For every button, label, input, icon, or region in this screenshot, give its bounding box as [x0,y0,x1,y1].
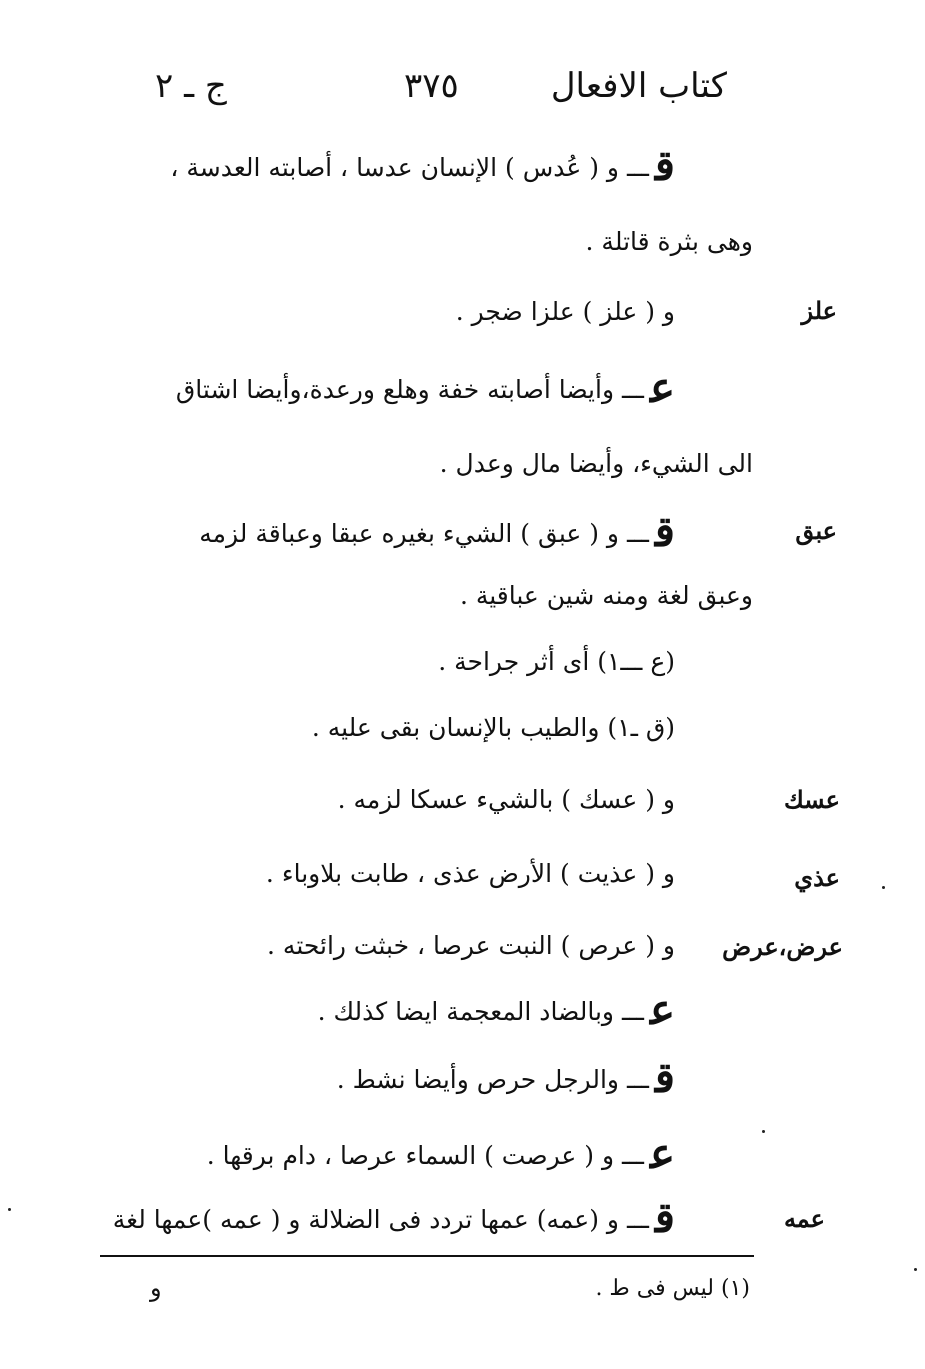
line-text: ـــ والرجل حرص وأيضا نشط . [336,1065,649,1094]
text-line [206,1129,675,1178]
margin-entry-amah: عمه [783,1204,825,1233]
text-line [199,507,675,556]
line-text: وهى بثرة قاتلة . [585,227,753,256]
text-line [460,576,753,616]
part-number: ج ـ ٢ [155,66,227,106]
sigla: ع [649,985,675,1034]
sigla: ق [654,141,675,190]
line-text: ـــ وأيضا أصابته خفة وهلع ورعدة،وأيضا اشتاق [175,375,644,404]
line-text: (ق ـ١) والطيب بالإنسان بقى عليه . [311,713,675,742]
text-line [267,926,675,966]
sigla: ع [649,1129,675,1178]
margin-entry-adhi: عذي [794,863,840,892]
scan-speck [914,1268,917,1271]
line-text: و ( عرص ) النبت عرصا ، خبثت رائحته . [267,931,675,960]
margin-entry-alz: علز [801,296,837,325]
line-text: و ( عذيت ) الأرض عذى ، طابت بلاوباء . [265,859,675,888]
text-line [438,642,675,682]
line-text: الى الشيء، وأيضا مال وعدل . [439,449,753,478]
scan-speck [762,1130,765,1133]
text-line [586,222,753,262]
line-text: و ( علز ) علزا ضجر . [455,297,675,326]
margin-entry-abq: عبق [795,516,837,545]
footnote-rule [100,1255,754,1257]
sigla: ق [654,1053,675,1102]
line-text: (ع ـــ١) أى أثر جراحة . [438,647,675,676]
text-line [312,708,675,748]
text-line [112,1193,675,1242]
catchword: و [150,1274,162,1302]
running-title: كتاب الافعال [550,66,727,106]
text-line [317,985,675,1034]
text-line [456,292,675,332]
text-line [175,363,675,412]
text-line [440,444,753,484]
footnote: (١) ليس فى ط . [595,1276,750,1301]
line-text: ـــ و ( عرصت ) السماء عرصا ، دام برقها . [206,1141,644,1170]
line-text: ـــ و (عمه) عمها تردد فى الضلالة و ( عمه )عمها لغة [112,1205,649,1234]
page-number: ٣٧٥ [404,66,459,106]
text-line [336,1053,675,1102]
line-text: وعبق لغة ومنه شين عباقية . [459,581,753,610]
scan-speck [8,1208,11,1211]
margin-entry-ask: عسك [784,785,840,814]
text-line [170,141,675,190]
sigla: ق [654,507,675,556]
line-text: ـــ وبالضاد المعجمة ايضا كذلك . [317,997,644,1026]
scan-speck [882,886,885,889]
line-text: ـــ و ( عُدس ) الإنسان عدسا ، أصابته العدسة ، [170,153,649,182]
sigla: ق [654,1193,675,1242]
line-text: و ( عسك ) بالشيء عسكا لزمه . [337,785,675,814]
text-line [338,780,675,820]
line-text: ـــ و ( عبق ) الشيء بغيره عبقا وعباقة لزمه [199,519,649,548]
margin-entry-ard: عرض،عرض [722,932,843,961]
text-line [266,854,675,894]
sigla: ع [649,363,675,412]
